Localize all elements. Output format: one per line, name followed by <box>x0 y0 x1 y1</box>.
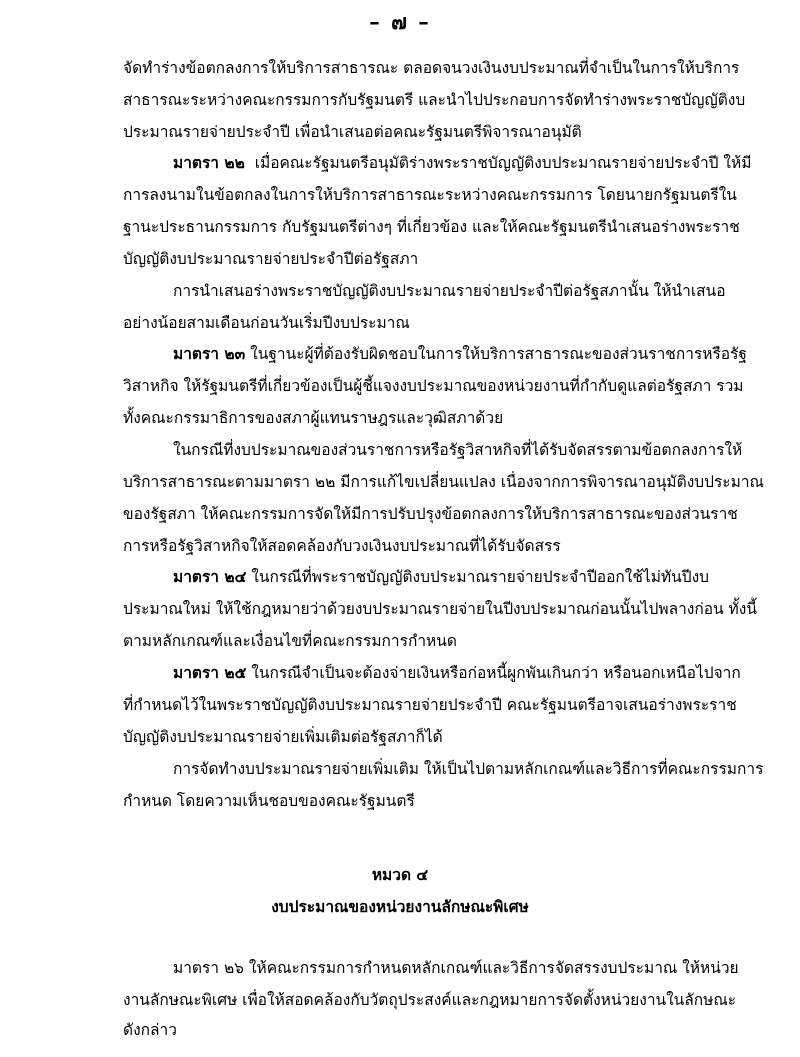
text-line: การจัดทำงบประมาณรายจ่ายเพิ่มเติม ให้เป็นไปตามหลักเกณฑ์และวิธีการที่คณะกรรมการ <box>173 760 764 778</box>
text-line: สาธารณะระหว่างคณะกรรมการกับรัฐมนตรี และนำไปประกอบการจัดทำร่างพระราชบัญญัติงบ <box>123 91 746 109</box>
page-number: – ๗ – <box>369 9 431 34</box>
text-line: อย่างน้อยสามเดือนก่อนวันเริ่มปีงบประมาณ <box>123 314 410 332</box>
section-22-line <box>173 153 751 173</box>
section-24-label: มาตรา ๒๔ <box>173 567 247 586</box>
text-line: กำหนด โดยความเห็นชอบของคณะรัฐมนตรี <box>123 792 415 810</box>
section-23-label: มาตรา ๒๓ <box>173 344 246 363</box>
chapter-number: หมวด ๔ <box>371 865 429 884</box>
text-line: ในกรณีที่พระราชบัญญัติงบประมาณรายจ่ายประจำปีออกใช้ไม่ทันปีงบ <box>251 568 709 586</box>
text-line: การนำเสนอร่างพระราชบัญญัติงบประมาณรายจ่ายประจำปีต่อรัฐสภานั้น ให้นำเสนอ <box>173 282 726 300</box>
text-line: ทั้งคณะกรรมาธิการของสภาผู้แทนราษฎรและวุฒิสภาด้วย <box>123 409 504 427</box>
text-line: จัดทำร่างข้อตกลงการให้บริการสาธารณะ ตลอดจนวงเงินงบประมาณที่จำเป็นในการให้บริการ <box>123 59 740 77</box>
text-line: บริการสาธารณะตามมาตรา ๒๒ มีการแก้ไขเปลี่ยนแปลง เนื่องจากการพิจารณาอนุมัติงบประมาณ <box>123 473 764 491</box>
text-line: ฐานะประธานกรรมการ กับรัฐมนตรีต่างๆ ที่เกี่ยวข้อง และให้คณะรัฐมนตรีนำเสนอร่างพระราช <box>123 218 740 236</box>
section-25-line <box>173 663 741 683</box>
text-line: ในกรณีจำเป็นจะต้องจ่ายเงินหรือก่อหนี้ผูกพันเกินกว่า หรือนอกเหนือไปจาก <box>251 664 741 682</box>
text-line: บัญญัติงบประมาณรายจ่ายประจำปีต่อรัฐสภา <box>123 250 419 268</box>
text-line: มาตรา ๒๖ ให้คณะกรรมการกำหนดหลักเกณฑ์และวิธีการจัดสรรงบประมาณ ให้หน่วย <box>173 959 739 977</box>
text-line: บัญญัติงบประมาณรายจ่ายเพิ่มเติมต่อรัฐสภาก็ได้ <box>123 728 443 746</box>
text-line: เมื่อคณะรัฐมนตรีอนุมัติร่างพระราชบัญญัติงบประมาณรายจ่ายประจำปี ให้มี <box>254 154 752 172</box>
chapter-title: งบประมาณของหน่วยงานลักษณะพิเศษ <box>271 897 529 916</box>
text-line: ที่กำหนดไว้ในพระราชบัญญัติงบประมาณรายจ่ายประจำปี คณะรัฐมนตรีอาจเสนอร่างพระราช <box>123 696 737 714</box>
section-25-label: มาตรา ๒๕ <box>173 663 247 682</box>
section-24-line <box>173 567 709 587</box>
section-23-line <box>173 344 747 364</box>
text-line: ประมาณใหม่ ให้ใช้กฎหมายว่าด้วยงบประมาณรายจ่ายในปีงบประมาณก่อนนั้นไปพลางก่อน ทั้งนี้ <box>123 600 757 618</box>
text-line: ในกรณีที่งบประมาณของส่วนราชการหรือรัฐวิสาหกิจที่ได้รับจัดสรรตามข้อตกลงการให้ <box>173 441 743 459</box>
text-line: ดังกล่าว <box>123 1021 177 1039</box>
text-line: งานลักษณะพิเศษ เพื่อให้สอดคล้องกับวัตถุประสงค์และกฎหมายการจัดตั้งหน่วยงานในลักษณะ <box>123 991 737 1009</box>
text-line: วิสาหกิจ ให้รัฐมนตรีที่เกี่ยวข้องเป็นผู้ชี้แจงงบประมาณของหน่วยงานที่กำกับดูแลต่อรัฐสภา รวม <box>123 377 744 395</box>
section-22-label: มาตรา ๒๒ <box>173 153 245 172</box>
text-line: ประมาณรายจ่ายประจำปี เพื่อนำเสนอต่อคณะรัฐมนตรีพิจารณาอนุมัติ <box>123 123 582 141</box>
text-line: การหรือรัฐวิสาหกิจให้สอดคล้องกับวงเงินงบประมาณที่ได้รับจัดสรร <box>123 537 561 555</box>
text-line: ในฐานะผู้ที่ต้องรับผิดชอบในการให้บริการสาธารณะของส่วนราชการหรือรัฐ <box>250 345 747 363</box>
text-line: การลงนามในข้อตกลงในการให้บริการสาธารณะระหว่างคณะกรรมการ โดยนายกรัฐมนตรีใน <box>123 186 737 204</box>
text-line: ตามหลักเกณฑ์และเงื่อนไขที่คณะกรรมการกำหนด <box>123 632 457 650</box>
text-line: ของรัฐสภา ให้คณะกรรมการจัดให้มีการปรับปรุงข้อตกลงการให้บริการสาธารณะของส่วนราช <box>123 505 738 523</box>
